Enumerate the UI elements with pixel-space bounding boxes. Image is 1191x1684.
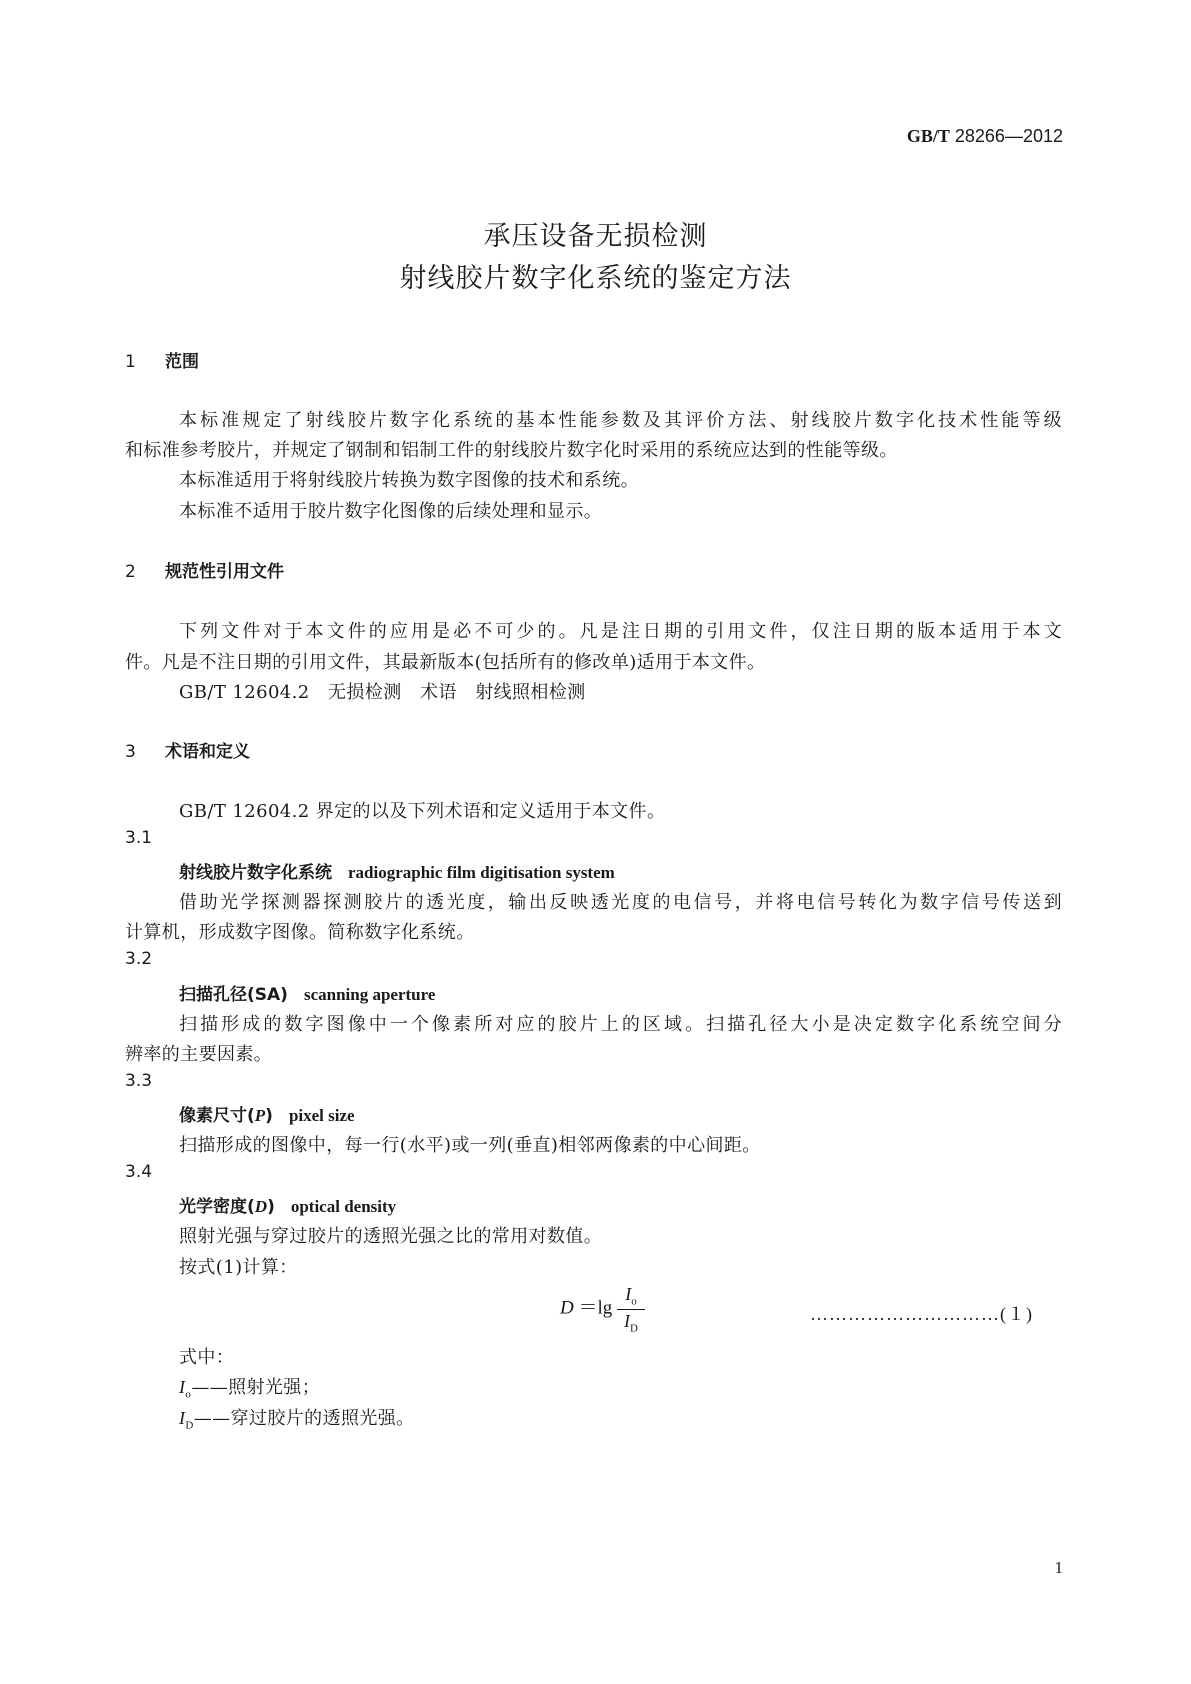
term-3-4-def: 照射光强与穿过胶片的透照光强之比的常用对数值。 [179,1226,603,1247]
term-3-3-number: 3.3 [125,1071,153,1091]
term-3-3: 像素尺寸(P) pixel size [179,1106,355,1126]
section-1-para-1-line-1: 本标准规定了射线胶片数字化系统的基本性能参数及其评价方法、射线胶片数字化技术性能等级 [179,410,1062,431]
term-3-1-number: 3.1 [125,828,153,848]
section-1-heading: 1 范围 [125,352,199,372]
normative-reference: GB/T 12604.2 无损检测 术语 射线照相检测 [179,682,586,703]
section-1-para-1-line-2: 和标准参考胶片，并规定了钢制和铝制工件的射线胶片数字化时采用的系统应达到的性能等级。 [125,440,898,461]
equation-number: …………………………(１) [810,1304,1033,1324]
section-2-para-1-line-1: 下列文件对于本文件的应用是必不可少的。凡是注日期的引用文件，仅注日期的版本适用于本文 [179,621,1062,642]
term-3-1: 射线胶片数字化系统 radiographic film digitisation system [179,863,615,883]
section-2-heading: 2 规范性引用文件 [125,562,284,582]
title-line-2: 射线胶片数字化系统的鉴定方法 [399,263,792,294]
variable-io: $I_o——$照射光强； [179,1377,321,1401]
optical-density-formula: D ＝lg $\frac{I_o}{I_D}$ [560,1284,645,1334]
fraction: $\frac{I_o}{I_D}$ [617,1284,645,1334]
term-3-2-def-line-2: 辨率的主要因素。 [125,1044,273,1065]
term-3-4-number: 3.4 [125,1162,153,1182]
term-3-3-def: 扫描形成的图像中，每一行(水平)或一列(垂直)相邻两像素的中心间距。 [179,1135,761,1156]
section-2-para-1-line-2: 件。凡是不注日期的引用文件，其最新版本(包括所有的修改单)适用于本文件。 [125,652,766,673]
where-label: 式中： [179,1347,235,1368]
page-number: 1 [1054,1558,1063,1577]
section-1-para-2: 本标准适用于将射线胶片转换为数字图像的技术和系统。 [179,470,639,491]
term-3-4: 光学密度(D) optical density [179,1197,397,1217]
section-3-intro: GB/T 12604.2 界定的以及下列术语和定义适用于本文件。 [179,801,666,822]
fraction-bar [617,1309,645,1310]
term-3-1-def-line-2: 计算机，形成数字图像。简称数字化系统。 [125,922,475,943]
term-3-1-def-line-1: 借助光学探测器探测胶片的透光度，输出反映透光度的电信号，并将电信号转化为数字信号传送到 [179,892,1062,913]
term-3-2: 扫描孔径(SA) scanning aperture [179,985,436,1005]
term-3-2-number: 3.2 [125,949,153,969]
section-3-heading: 3 术语和定义 [125,742,250,762]
formula-intro: 按式(1)计算： [179,1257,298,1278]
term-3-2-def-line-1: 扫描形成的数字图像中一个像素所对应的胶片上的区域。扫描孔径大小是决定数字化系统空间分 [179,1014,1062,1035]
variable-id: $I_D——$穿过胶片的透照光强。 [179,1408,415,1432]
title-line-1: 承压设备无损检测 [483,221,708,252]
section-1-para-3: 本标准不适用于胶片数字化图像的后续处理和显示。 [179,501,603,522]
standard-number: GB/T 28266—2012 [906,126,1063,146]
